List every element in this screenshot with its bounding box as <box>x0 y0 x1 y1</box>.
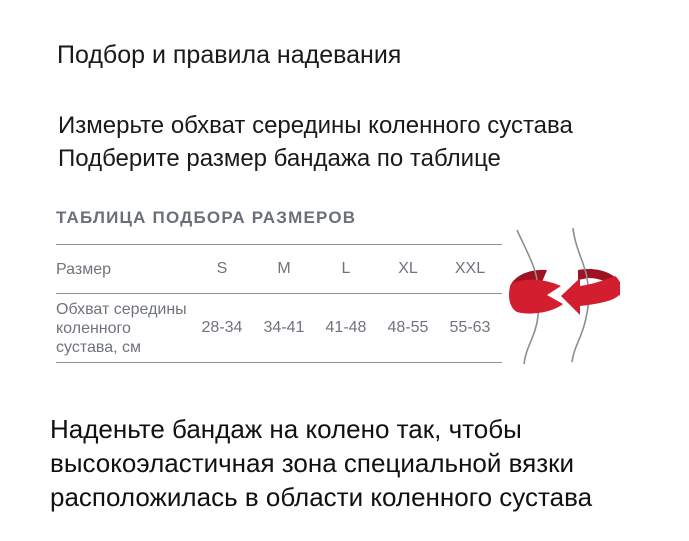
size-s: S <box>216 260 228 277</box>
size-table-data-row <box>56 294 502 363</box>
range-m: 34-41 <box>263 319 305 336</box>
page-title: Подбор и правила надевания <box>57 41 402 69</box>
size-table-header-row <box>56 244 502 294</box>
size-l: L <box>341 260 351 277</box>
size-xl: XL <box>398 260 418 277</box>
size-selection-table <box>56 244 502 363</box>
size-label: Размер <box>56 260 111 278</box>
size-table-heading: ТАБЛИЦА ПОДБОРА РАЗМЕРОВ <box>56 208 357 227</box>
range-xxl: 55-63 <box>449 319 491 336</box>
note-line-3: расположилась в области коленного сустава <box>50 482 593 512</box>
knee-measuring-band-illustration <box>503 224 643 370</box>
range-l: 41-48 <box>325 319 367 336</box>
range-s: 28-34 <box>201 319 243 336</box>
note-line-1: Наденьте бандаж на колено так, чтобы <box>50 414 522 444</box>
size-m: M <box>277 260 291 277</box>
instruction-line-1: Измерьте обхват середины коленного сустава <box>58 112 573 139</box>
band-arrow <box>561 276 620 315</box>
instruction-line-2: Подберите размер бандажа по таблице <box>58 145 501 172</box>
size-xxl: XXL <box>454 260 486 277</box>
range-xl: 48-55 <box>387 319 429 336</box>
instructions-block <box>58 109 573 175</box>
note-line-2: высокоэластичная зона специальной вязки <box>50 448 575 478</box>
wearing-note <box>50 412 592 514</box>
band-front-left <box>509 280 563 314</box>
measure-label: Обхват середины коленного сустава, см <box>56 300 187 356</box>
